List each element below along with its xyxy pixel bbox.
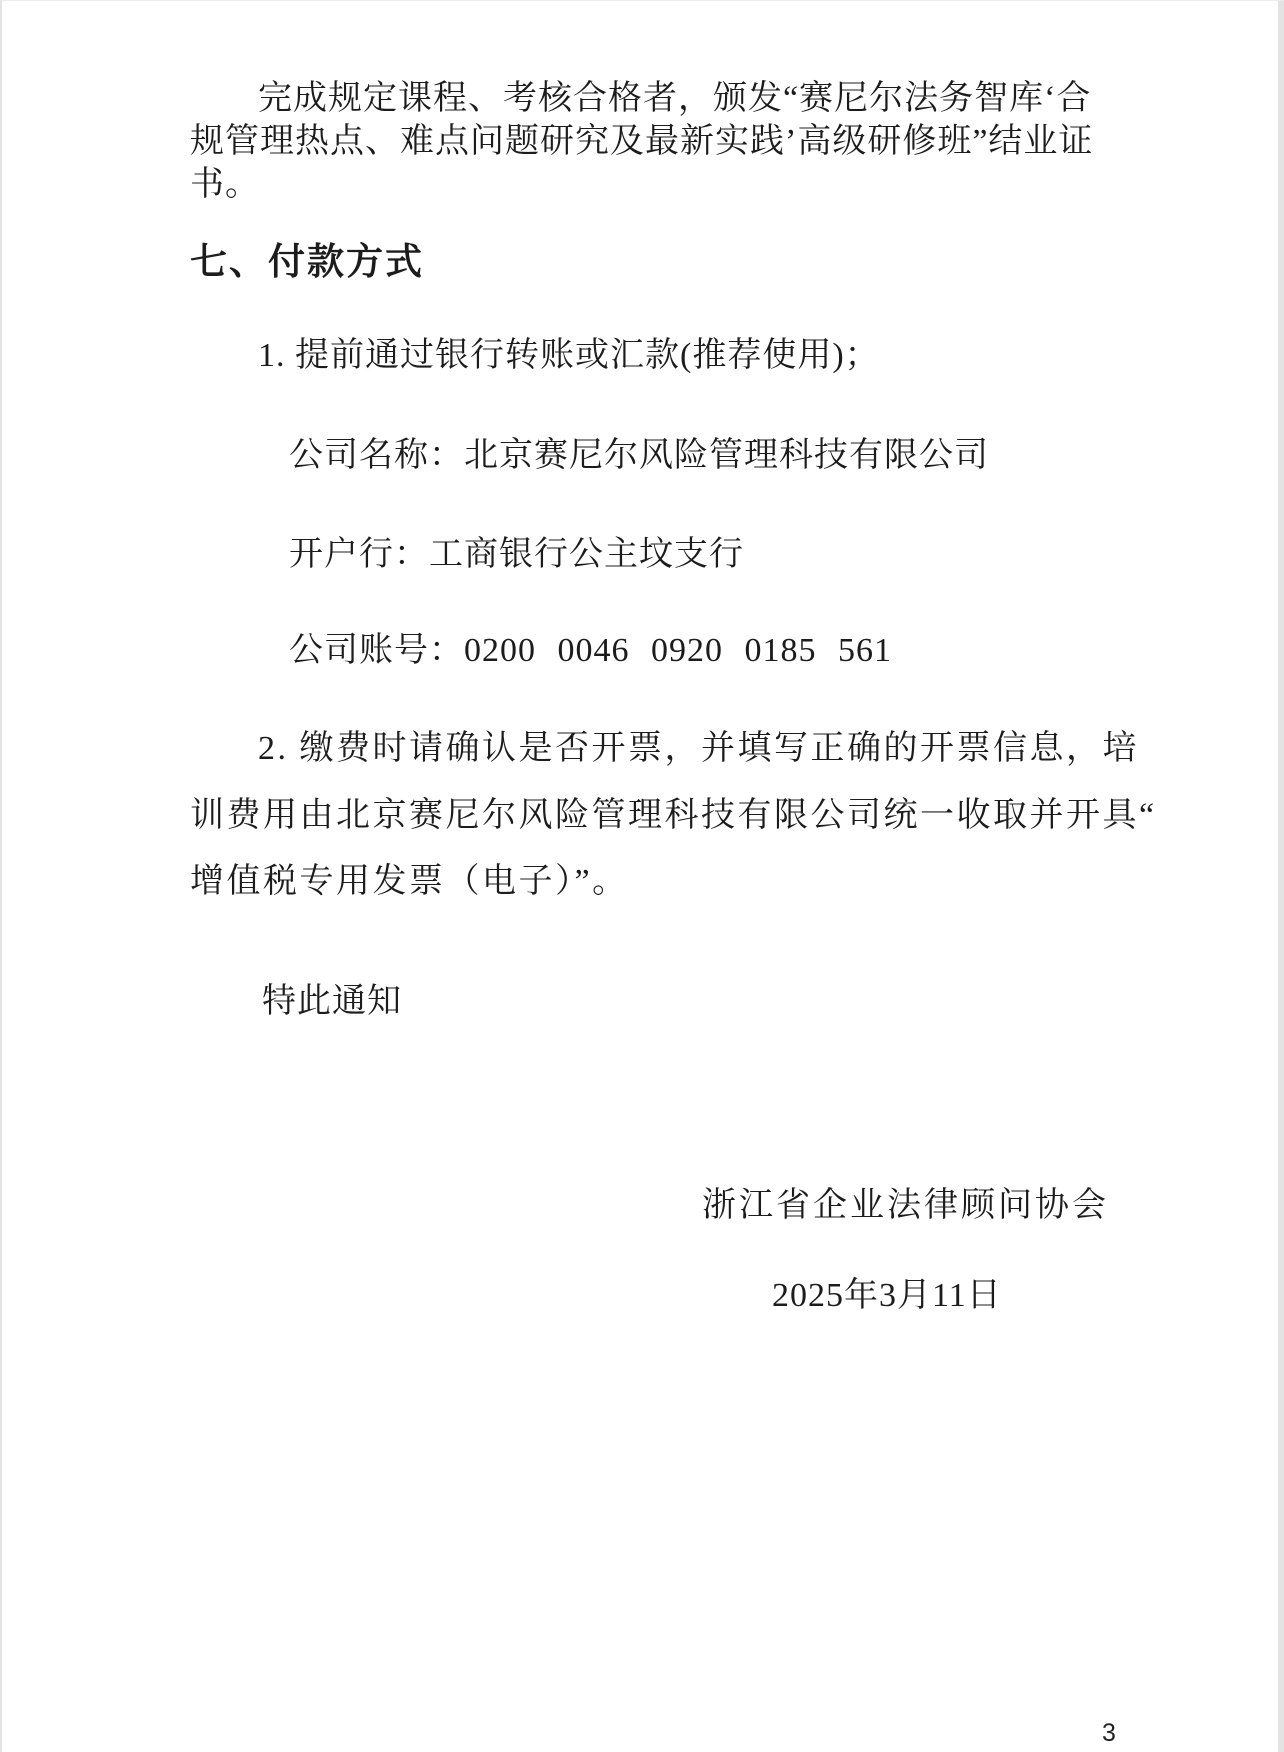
section-heading-payment: 七、付款方式 <box>190 241 424 282</box>
payment-item-2-line-2: 训费用由北京赛尼尔风险管理科技有限公司统一收取并开具“ <box>190 797 1157 834</box>
intro-line-2: 规管理热点、难点问题研究及最新实践’高级研修班”结业证 <box>190 123 1094 160</box>
closing-notice: 特此通知 <box>262 983 402 1020</box>
bank-branch: 开户行：工商银行公主坟支行 <box>289 536 744 573</box>
payment-item-1: 1. 提前通过银行转账或汇款(推荐使用)； <box>258 337 880 374</box>
bank-account-number: 公司账号：0200 0046 0920 0185 561 <box>289 632 892 669</box>
signature-organization: 浙江省企业法律顾问协会 <box>702 1187 1109 1224</box>
signature-date: 2025年3月11日 <box>772 1277 1002 1314</box>
intro-line-3: 书。 <box>190 166 260 203</box>
intro-line-1: 完成规定课程、考核合格者，颁发“赛尼尔法务智库‘合 <box>258 80 1092 117</box>
payment-item-2-line-3: 增值税专用发票（电子）”。 <box>190 863 629 900</box>
page-right-edge <box>1278 1 1284 1752</box>
payment-item-2-line-1: 2. 缴费时请确认是否开票，并填写正确的开票信息，培 <box>258 730 1139 767</box>
page-number: 3 <box>1102 1719 1116 1747</box>
bank-company-name: 公司名称：北京赛尼尔风险管理科技有限公司 <box>289 437 989 474</box>
